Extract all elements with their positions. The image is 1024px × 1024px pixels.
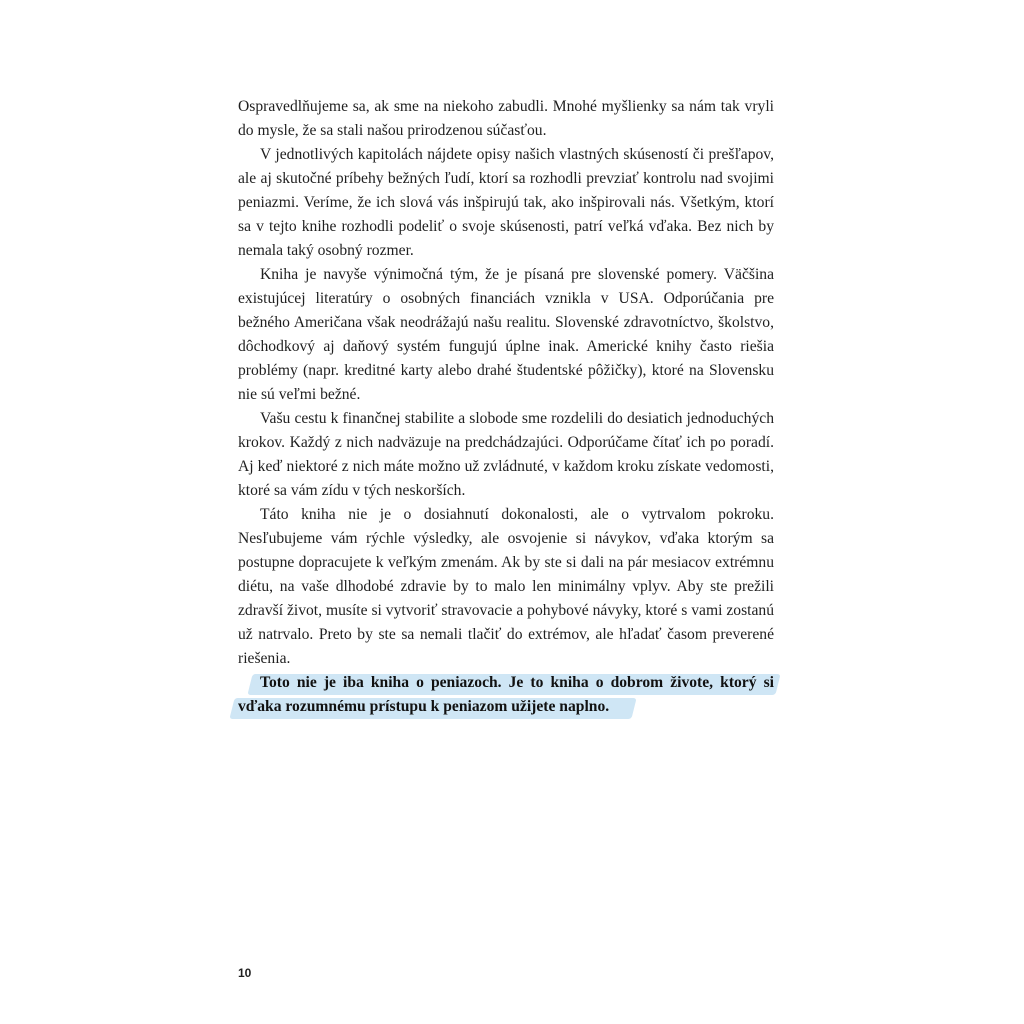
body-text <box>238 95 774 719</box>
paragraph-5: Táto kniha nie je o dosiahnutí dokonalosti, ale o vytrvalom pokroku. Nesľubujeme vám rýchle výsledky, ale osvojenie si návykov, vďaka ktorým sa postupne dopracujete k veľkým zmenám. Ak by ste si dali na pár mesiacov extrémnu diétu, na vaše dlhodobé zdravie by to malo len minimálny vplyv. Aby ste prežili zdravší život, musíte si vytvoriť stravovacie a pohybové návyky, ktoré s vami zostanú už natrvalo. Preto by ste sa nemali tlačiť do extrémov, ale hľadať časom preverené riešenia. <box>238 506 774 667</box>
highlighted-paragraph <box>238 671 774 719</box>
highlighted-text: Toto nie je iba kniha o peniazoch. Je to kniha o dobrom živote, ktorý si vďaka rozumnému prístupu k peniazom užijete naplno. <box>238 674 774 715</box>
paragraph-2: V jednotlivých kapitolách nájdete opisy našich vlastných skúseností či prešľapov, ale aj skutočné príbehy bežných ľudí, ktorí sa rozhodli prevziať kontrolu nad svojimi peniazmi. Veríme, že ich slová vás inšpirujú tak, ako inšpirovali nás. Všetkým, ktorí sa v tejto knihe rozhodli podeliť o svoje skúsenosti, patrí veľká vďaka. Bez nich by nemala taký osobný rozmer. <box>238 146 774 259</box>
paragraph-4: Vašu cestu k finančnej stabilite a slobode sme rozdelili do desiatich jednoduchých krokov. Každý z nich nadväzuje na predchádzajúci. Odporúčame čítať ich po poradí. Aj keď niektoré z nich máte možno už zvládnuté, v každom kroku získate vedomosti, ktoré sa vám zídu v tých neskorších. <box>238 410 774 499</box>
page-number: 10 <box>238 966 252 980</box>
paragraph-1: Ospravedlňujeme sa, ak sme na niekoho zabudli. Mnohé myšlienky sa nám tak vryli do mysle, že sa stali našou prirodzenou súčasťou. <box>238 98 774 139</box>
paragraph-3: Kniha je navyše výnimočná tým, že je písaná pre slovenské pomery. Väčšina existujúcej literatúry o osobných financiách vznikla v USA. Odporúčania pre bežného Američana však neodrážajú našu realitu. Slovenské zdravotníctvo, školstvo, dôchodkový aj daňový systém fungujú úplne inak. Americké knihy často riešia problémy (napr. kreditné karty alebo drahé študentské pôžičky), ktoré na Slovensku nie sú veľmi bežné. <box>238 266 774 403</box>
